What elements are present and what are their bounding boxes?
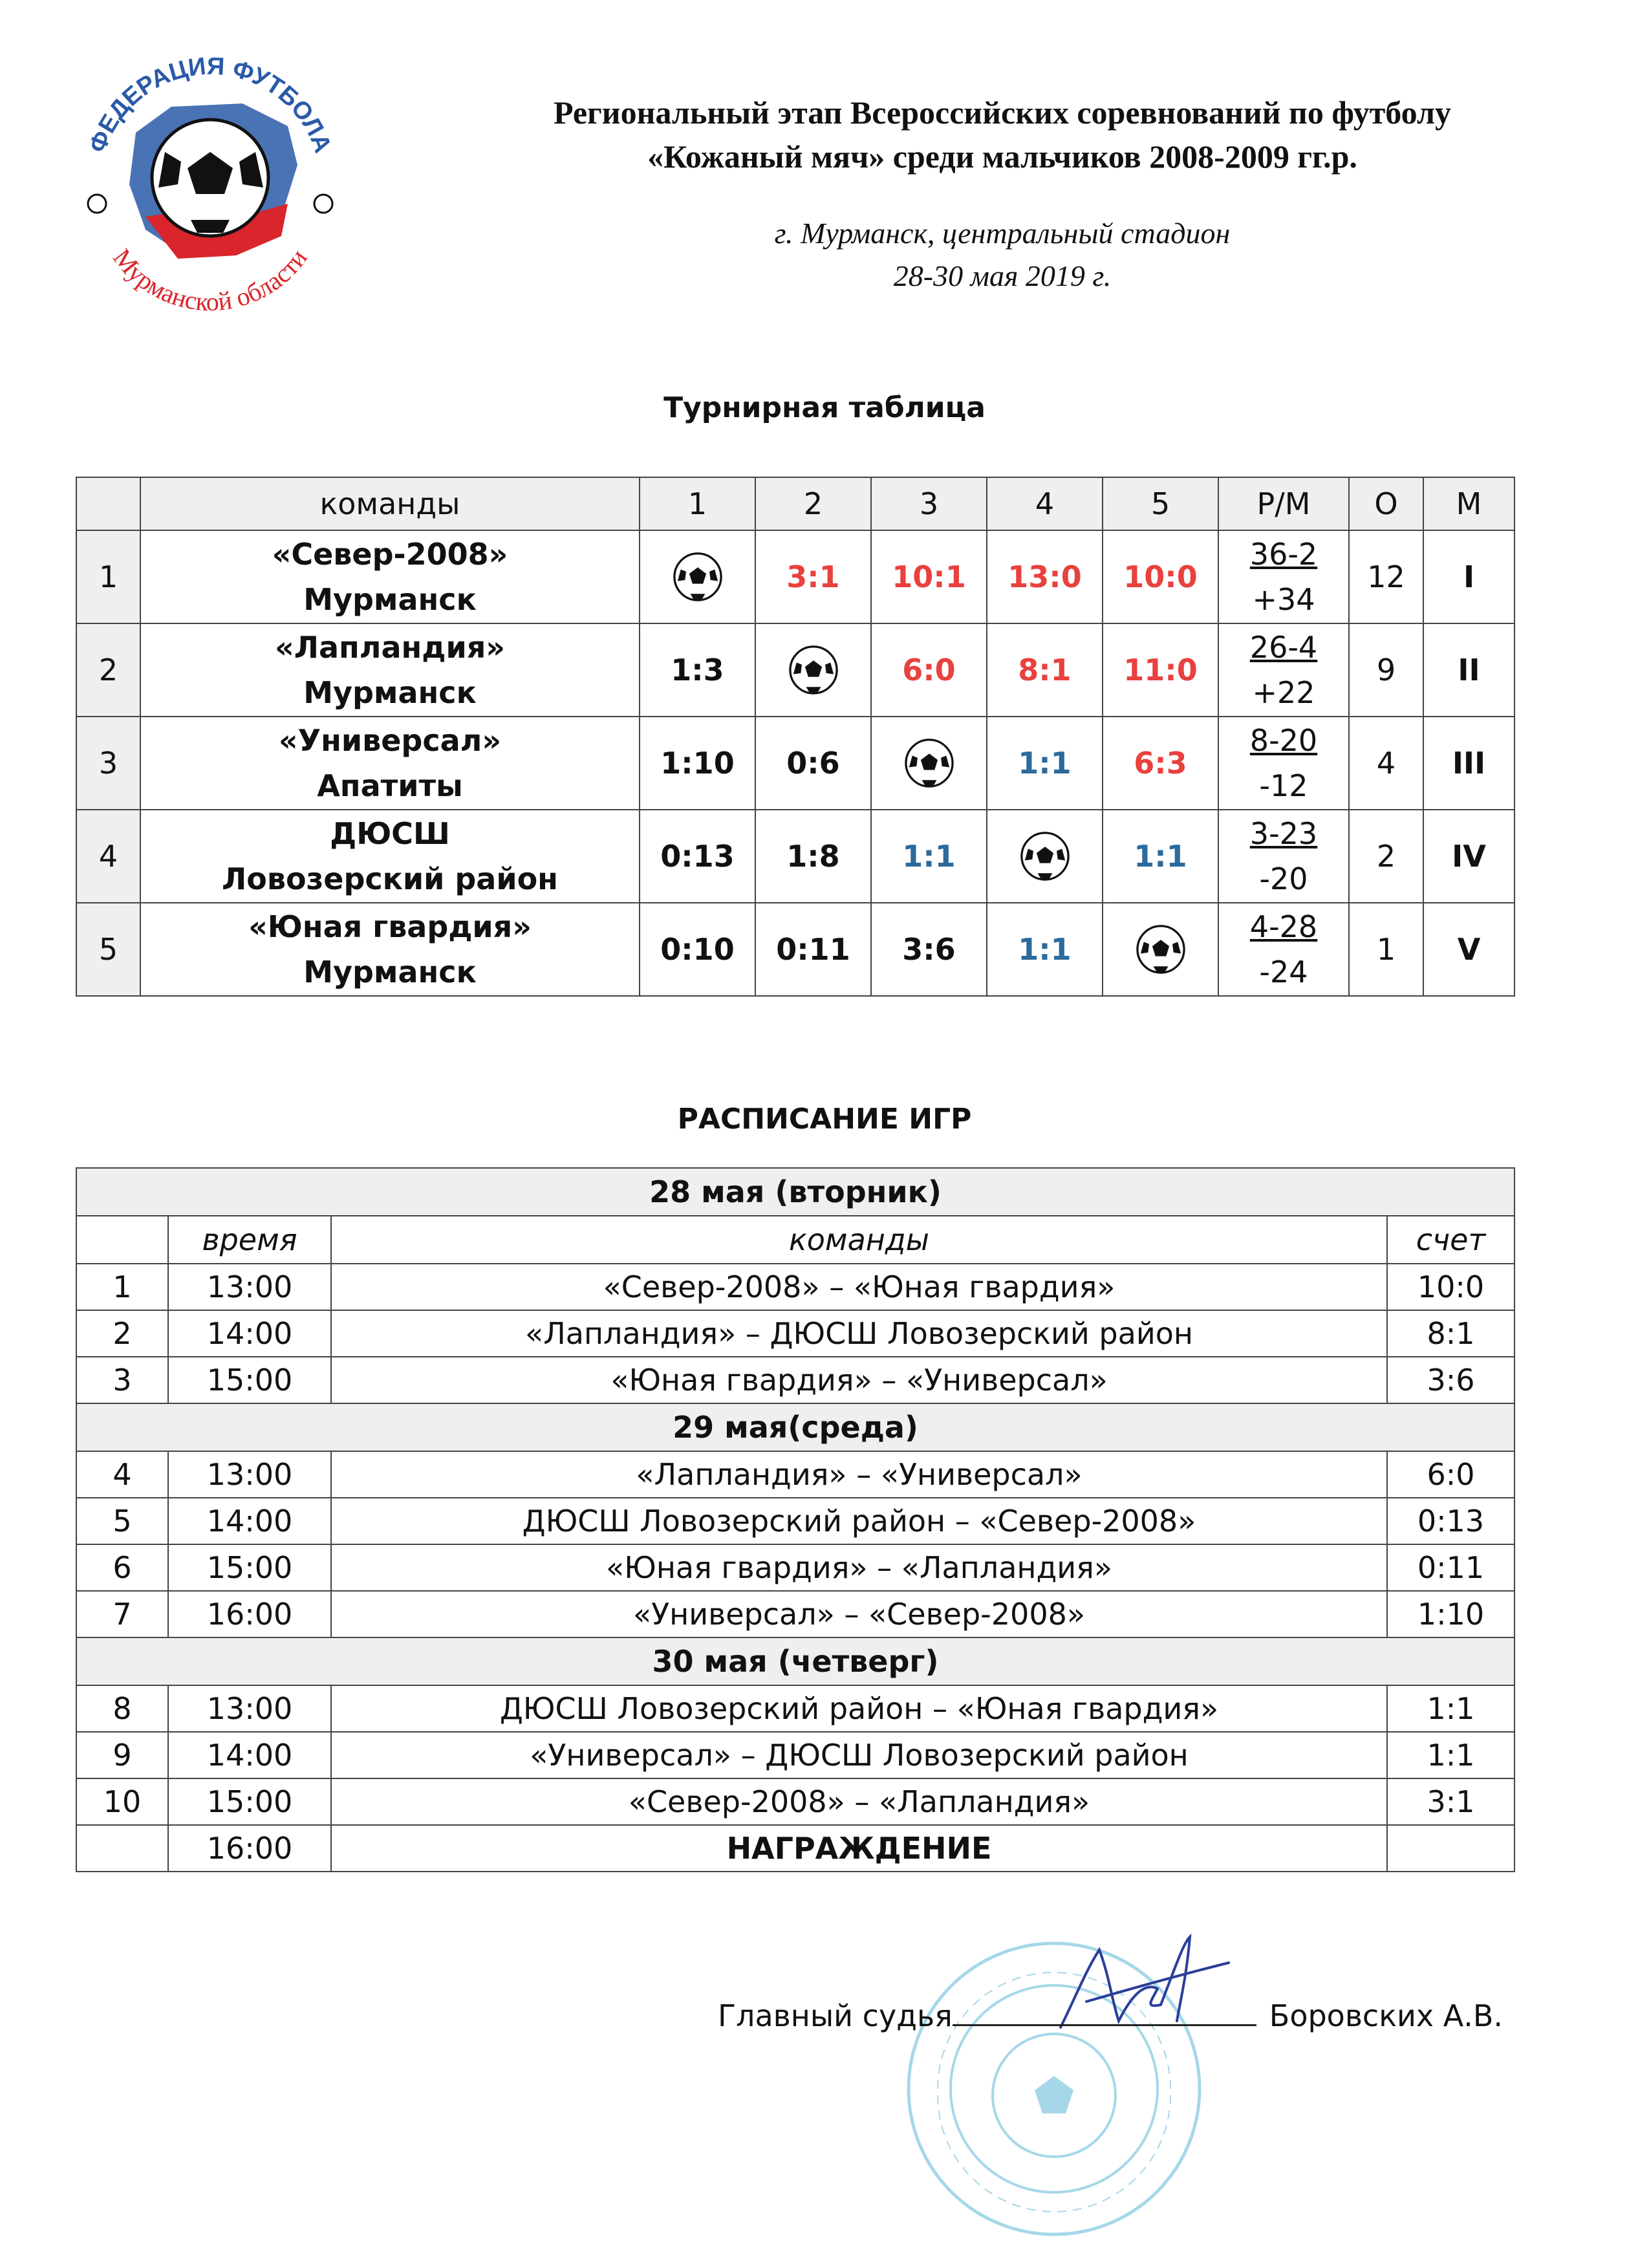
header-score: счет	[1387, 1216, 1514, 1264]
schedule-game-row	[76, 1451, 1514, 1498]
match-score: 3:6	[871, 903, 987, 996]
team-cell	[140, 903, 640, 996]
match-score: 3:1	[755, 530, 871, 623]
game-time: 13:00	[168, 1685, 331, 1732]
schedule-game-row	[76, 1685, 1514, 1732]
game-score: 8:1	[1387, 1310, 1514, 1357]
match-score: 6:3	[1103, 717, 1218, 810]
goals-cell	[1218, 810, 1349, 903]
points: 4	[1349, 717, 1423, 810]
soccer-ball-icon	[787, 643, 840, 697]
federation-logo	[74, 55, 346, 333]
self-match-cell	[871, 717, 987, 810]
standings-row	[76, 810, 1514, 903]
judge-name: Боровских А.В.	[1269, 1998, 1503, 2033]
game-score: 0:11	[1387, 1544, 1514, 1591]
match-score: 0:13	[640, 810, 755, 903]
game-time: 14:00	[168, 1498, 331, 1544]
goal-difference: -20	[1259, 861, 1308, 896]
schedule-day-row	[76, 1168, 1514, 1216]
row-number: 3	[76, 717, 140, 810]
game-number: 7	[76, 1591, 168, 1637]
team-cell	[140, 717, 640, 810]
header-time: время	[168, 1216, 331, 1264]
game-score: 3:6	[1387, 1357, 1514, 1403]
game-number: 3	[76, 1357, 168, 1403]
team-city: Мурманск	[303, 955, 477, 989]
place: II	[1423, 623, 1514, 717]
goals-for-against: 3-23	[1249, 816, 1318, 851]
award-time: 16:00	[168, 1825, 331, 1872]
schedule-game-row	[76, 1732, 1514, 1778]
game-score: 0:13	[1387, 1498, 1514, 1544]
goal-difference: -24	[1259, 955, 1308, 989]
soccer-ball-icon	[903, 737, 956, 790]
day-label: 28 мая (вторник)	[76, 1168, 1514, 1216]
standings-table	[76, 477, 1515, 997]
header-teams: команды	[331, 1216, 1387, 1264]
dates: 28-30 мая 2019 г.	[893, 259, 1112, 292]
schedule-title: РАСПИСАНИЕ ИГР	[677, 1103, 972, 1136]
row-number: 1	[76, 530, 140, 623]
match-score: 1:10	[640, 717, 755, 810]
match-score: 13:0	[987, 530, 1103, 623]
place: V	[1423, 903, 1514, 996]
title-line-1: Региональный этап Всероссийских соревнований по футболу	[553, 94, 1451, 131]
match-score: 1:3	[640, 623, 755, 717]
schedule-table	[76, 1167, 1515, 1872]
team-city: Мурманск	[303, 582, 477, 617]
schedule-day-row	[76, 1637, 1514, 1685]
team-cell	[140, 810, 640, 903]
venue: г. Мурманск, центральный стадион	[774, 217, 1231, 250]
game-number: 1	[76, 1264, 168, 1310]
schedule-game-row	[76, 1357, 1514, 1403]
match-score: 10:1	[871, 530, 987, 623]
goal-difference: +34	[1252, 582, 1315, 617]
match-score: 1:1	[871, 810, 987, 903]
game-score: 1:1	[1387, 1685, 1514, 1732]
game-teams: «Универсал» – ДЮСШ Ловозерский район	[331, 1732, 1387, 1778]
schedule-game-row	[76, 1264, 1514, 1310]
place: IV	[1423, 810, 1514, 903]
team-name: «Универсал»	[278, 723, 502, 758]
game-time: 15:00	[168, 1357, 331, 1403]
award-label: НАГРАЖДЕНИЕ	[331, 1825, 1387, 1872]
team-name: «Юная гвардия»	[248, 909, 532, 944]
game-teams: «Север-2008» – «Юная гвардия»	[331, 1264, 1387, 1310]
schedule-game-row	[76, 1310, 1514, 1357]
document-header	[362, 91, 1643, 297]
soccer-ball-icon	[1018, 830, 1072, 883]
goals-cell	[1218, 623, 1349, 717]
judge-role: Главный судья	[718, 1998, 953, 2033]
team-name: «Север-2008»	[272, 537, 508, 572]
team-name: «Лапландия»	[275, 630, 505, 665]
logo-bottom-text: Мурманской области	[107, 243, 313, 317]
day-label: 30 мая (четверг)	[76, 1637, 1514, 1685]
game-score: 1:10	[1387, 1591, 1514, 1637]
day-label: 29 мая(среда)	[76, 1403, 1514, 1451]
match-score: 1:1	[987, 717, 1103, 810]
team-cell	[140, 530, 640, 623]
schedule-header-row	[76, 1216, 1514, 1264]
match-score: 1:1	[1103, 810, 1218, 903]
header-cell: команды	[140, 477, 640, 530]
match-score: 1:8	[755, 810, 871, 903]
signature-line	[953, 1998, 1256, 2026]
game-number: 6	[76, 1544, 168, 1591]
game-time: 14:00	[168, 1310, 331, 1357]
signature-scribble	[1048, 1924, 1235, 2053]
schedule-game-row	[76, 1591, 1514, 1637]
row-number: 5	[76, 903, 140, 996]
self-match-cell	[1103, 903, 1218, 996]
game-number: 9	[76, 1732, 168, 1778]
place: I	[1423, 530, 1514, 623]
game-number: 5	[76, 1498, 168, 1544]
schedule-game-row	[76, 1544, 1514, 1591]
award-score	[1387, 1825, 1514, 1872]
header-cell	[76, 1216, 168, 1264]
game-teams: «Юная гвардия» – «Лапландия»	[331, 1544, 1387, 1591]
points: 12	[1349, 530, 1423, 623]
game-number: 4	[76, 1451, 168, 1498]
game-number: 10	[76, 1778, 168, 1825]
standings-header-row	[76, 477, 1514, 530]
signature-block	[718, 1998, 1503, 2033]
row-number: 4	[76, 810, 140, 903]
goal-difference: -12	[1259, 768, 1308, 803]
game-teams: «Лапландия» – «Универсал»	[331, 1451, 1387, 1498]
goals-cell	[1218, 903, 1349, 996]
goals-for-against: 36-2	[1249, 537, 1318, 572]
match-score: 6:0	[871, 623, 987, 717]
logo-top-text: ФЕДЕРАЦИЯ ФУТБОЛА	[83, 55, 337, 157]
game-time: 14:00	[168, 1732, 331, 1778]
soccer-ball-icon	[671, 550, 724, 603]
goals-for-against: 8-20	[1249, 723, 1318, 758]
soccer-ball-icon	[1134, 923, 1187, 976]
game-number: 8	[76, 1685, 168, 1732]
header-cell: 2	[755, 477, 871, 530]
row-number: 2	[76, 623, 140, 717]
game-teams: «Юная гвардия» – «Универсал»	[331, 1357, 1387, 1403]
title-line-2: «Кожаный мяч» среди мальчиков 2008-2009 гг.р.	[647, 138, 1357, 175]
standings-row	[76, 530, 1514, 623]
goals-for-against: 4-28	[1249, 909, 1318, 944]
standings-row	[76, 717, 1514, 810]
header-cell: 5	[1103, 477, 1218, 530]
game-score: 3:1	[1387, 1778, 1514, 1825]
schedule-game-row	[76, 1778, 1514, 1825]
self-match-cell	[640, 530, 755, 623]
match-score: 10:0	[1103, 530, 1218, 623]
game-number: 2	[76, 1310, 168, 1357]
match-score: 11:0	[1103, 623, 1218, 717]
schedule-award-row	[76, 1825, 1514, 1872]
match-score: 0:10	[640, 903, 755, 996]
game-teams: ДЮСШ Ловозерский район – «Север-2008»	[331, 1498, 1387, 1544]
game-teams: ДЮСШ Ловозерский район – «Юная гвардия»	[331, 1685, 1387, 1732]
game-time: 15:00	[168, 1778, 331, 1825]
team-city: Апатиты	[317, 768, 463, 803]
team-name: ДЮСШ	[330, 816, 450, 851]
place: III	[1423, 717, 1514, 810]
self-match-cell	[755, 623, 871, 717]
points: 2	[1349, 810, 1423, 903]
standings-row	[76, 903, 1514, 996]
game-time: 16:00	[168, 1591, 331, 1637]
goals-cell	[1218, 530, 1349, 623]
game-time: 15:00	[168, 1544, 331, 1591]
schedule-game-row	[76, 1498, 1514, 1544]
game-teams: «Универсал» – «Север-2008»	[331, 1591, 1387, 1637]
header-cell: М	[1423, 477, 1514, 530]
game-time: 13:00	[168, 1264, 331, 1310]
header-cell: 3	[871, 477, 987, 530]
points: 9	[1349, 623, 1423, 717]
standings-row	[76, 623, 1514, 717]
game-teams: «Лапландия» – ДЮСШ Ловозерский район	[331, 1310, 1387, 1357]
game-score: 6:0	[1387, 1451, 1514, 1498]
standings-title: Турнирная таблица	[663, 391, 986, 424]
self-match-cell	[987, 810, 1103, 903]
game-score: 10:0	[1387, 1264, 1514, 1310]
header-cell: 1	[640, 477, 755, 530]
game-teams: «Север-2008» – «Лапландия»	[331, 1778, 1387, 1825]
header-cell: О	[1349, 477, 1423, 530]
award-number	[76, 1825, 168, 1872]
match-score: 0:11	[755, 903, 871, 996]
match-score: 8:1	[987, 623, 1103, 717]
game-time: 13:00	[168, 1451, 331, 1498]
goals-for-against: 26-4	[1249, 630, 1318, 665]
team-cell	[140, 623, 640, 717]
header-cell: Р/М	[1218, 477, 1349, 530]
schedule-day-row	[76, 1403, 1514, 1451]
points: 1	[1349, 903, 1423, 996]
team-city: Ловозерский район	[222, 861, 558, 896]
header-cell: 4	[987, 477, 1103, 530]
game-score: 1:1	[1387, 1732, 1514, 1778]
match-score: 0:6	[755, 717, 871, 810]
match-score: 1:1	[987, 903, 1103, 996]
goal-difference: +22	[1252, 675, 1315, 710]
team-city: Мурманск	[303, 675, 477, 710]
header-cell	[76, 477, 140, 530]
goals-cell	[1218, 717, 1349, 810]
